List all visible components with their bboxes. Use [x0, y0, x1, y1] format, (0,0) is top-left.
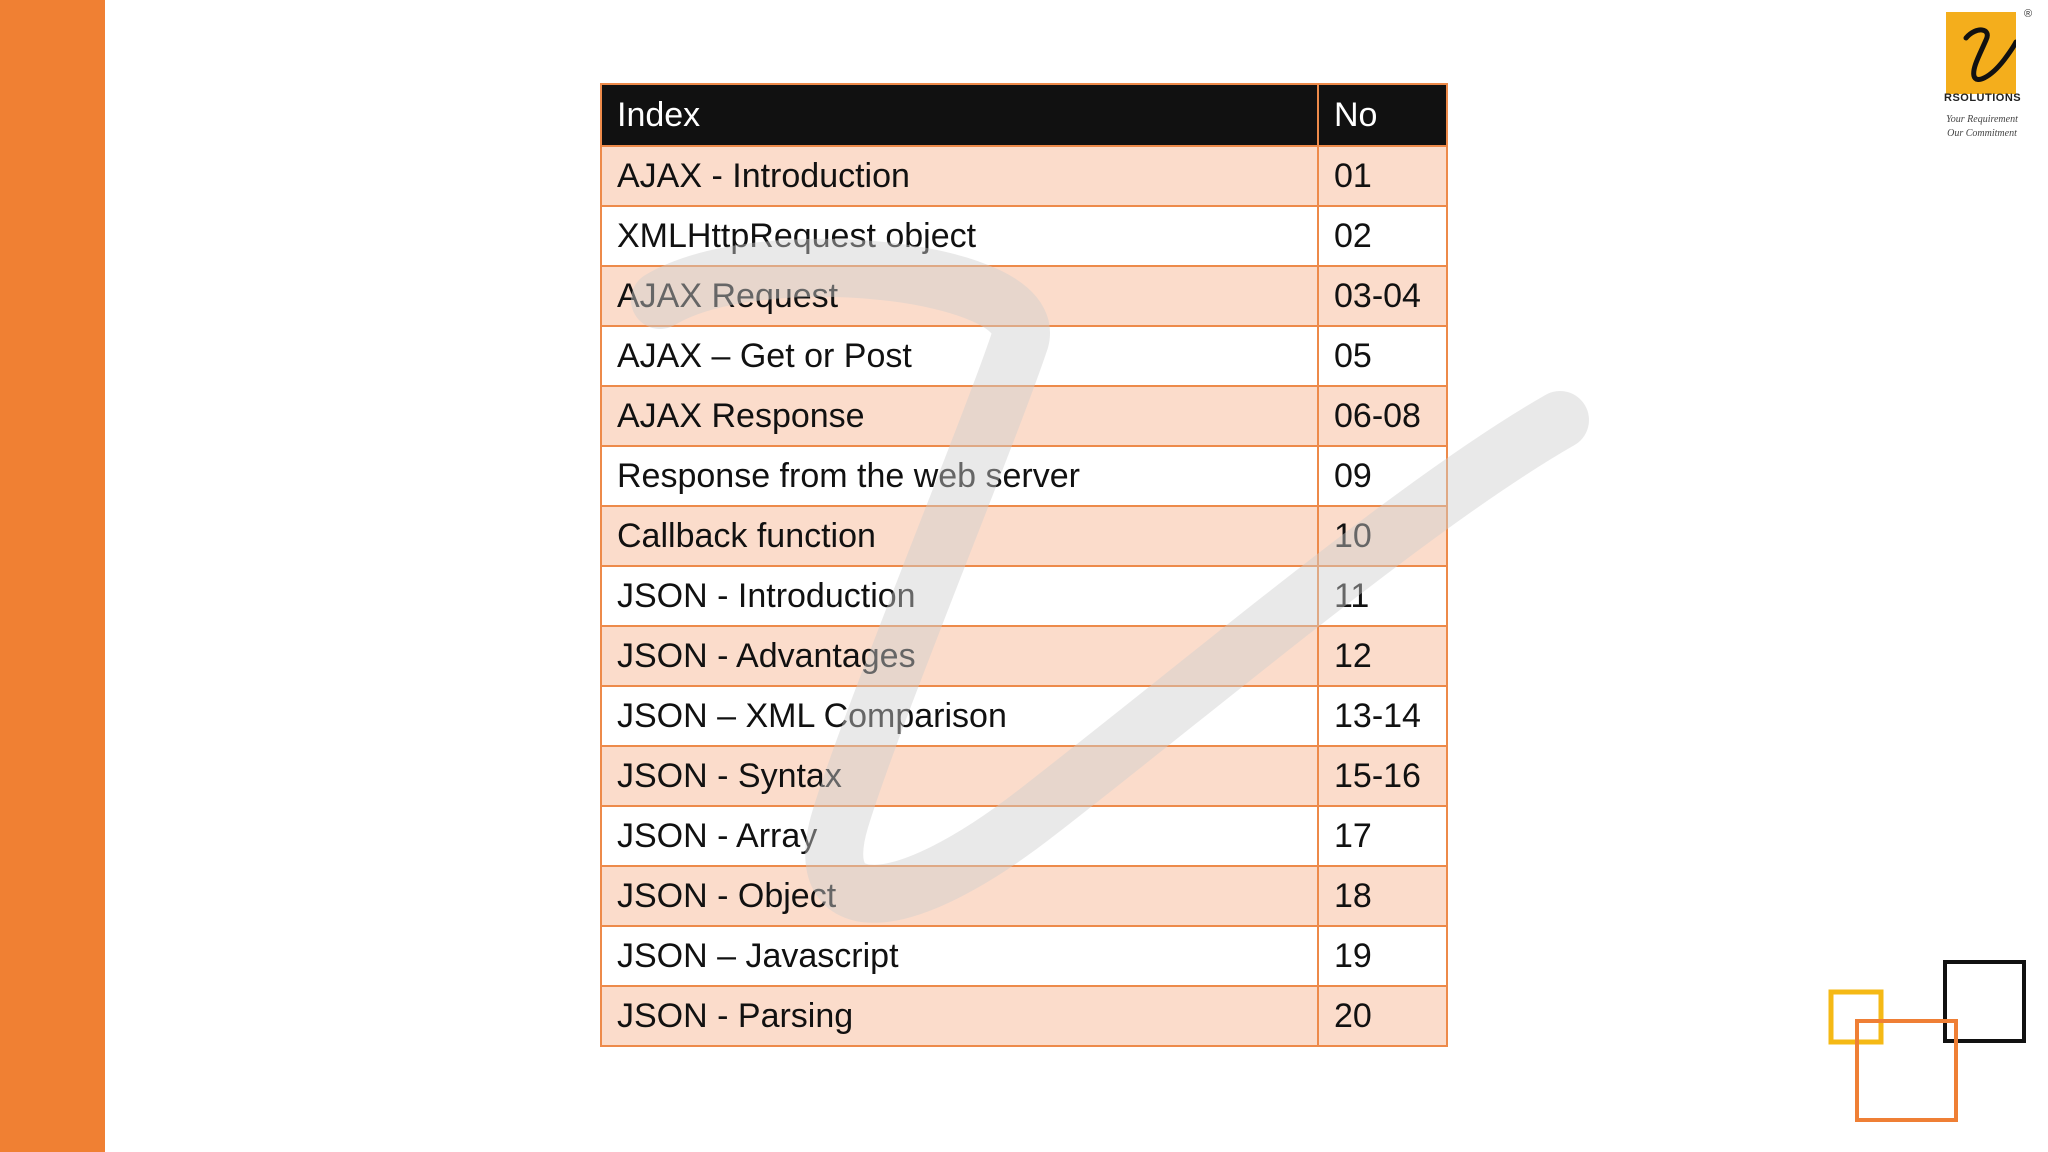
row-topic: JSON - Object [601, 866, 1318, 926]
table-header-row [601, 84, 1447, 146]
logo-tagline-1: Your Requirement [1946, 114, 2018, 125]
table-row [601, 926, 1447, 986]
company-logo [1944, 8, 2040, 148]
header-index: Index [601, 84, 1318, 146]
table-row [601, 326, 1447, 386]
table-row [601, 446, 1447, 506]
row-slide-number: 12 [1318, 626, 1447, 686]
row-slide-number: 03-04 [1318, 266, 1447, 326]
row-topic: JSON - Syntax [601, 746, 1318, 806]
row-topic: Callback function [601, 506, 1318, 566]
row-topic: JSON – XML Comparison [601, 686, 1318, 746]
row-slide-number: 18 [1318, 866, 1447, 926]
row-topic: AJAX Response [601, 386, 1318, 446]
row-slide-number: 06-08 [1318, 386, 1447, 446]
table-row [601, 626, 1447, 686]
table-row [601, 986, 1447, 1046]
table-row [601, 746, 1447, 806]
table-row [601, 686, 1447, 746]
table-row [601, 806, 1447, 866]
logo-name: RSOLUTIONS [1944, 92, 2022, 104]
orange-side-bar [0, 0, 105, 1152]
row-slide-number: 11 [1318, 566, 1447, 626]
logo-registered-mark: ® [2024, 8, 2033, 20]
logo-tagline-2: Our Commitment [1947, 128, 2017, 139]
row-slide-number: 20 [1318, 986, 1447, 1046]
table-row [601, 866, 1447, 926]
table-row [601, 146, 1447, 206]
row-topic: JSON - Introduction [601, 566, 1318, 626]
table-row [601, 506, 1447, 566]
row-topic: JSON – Javascript [601, 926, 1318, 986]
row-topic: JSON - Advantages [601, 626, 1318, 686]
row-topic: AJAX - Introduction [601, 146, 1318, 206]
row-topic: Response from the web server [601, 446, 1318, 506]
row-slide-number: 17 [1318, 806, 1447, 866]
decorative-squares-icon [1820, 955, 2040, 1130]
row-topic: AJAX Request [601, 266, 1318, 326]
logo-mark-icon [1946, 12, 2016, 94]
table-row [601, 266, 1447, 326]
table-row [601, 386, 1447, 446]
row-topic: AJAX – Get or Post [601, 326, 1318, 386]
row-slide-number: 19 [1318, 926, 1447, 986]
index-table [600, 83, 1448, 1047]
table-body [601, 146, 1447, 1046]
row-topic: JSON - Array [601, 806, 1318, 866]
row-slide-number: 02 [1318, 206, 1447, 266]
table-row [601, 566, 1447, 626]
table-row [601, 206, 1447, 266]
row-topic: JSON - Parsing [601, 986, 1318, 1046]
row-slide-number: 01 [1318, 146, 1447, 206]
row-slide-number: 09 [1318, 446, 1447, 506]
row-topic: XMLHttpRequest object [601, 206, 1318, 266]
row-slide-number: 15-16 [1318, 746, 1447, 806]
row-slide-number: 10 [1318, 506, 1447, 566]
row-slide-number: 13-14 [1318, 686, 1447, 746]
row-slide-number: 05 [1318, 326, 1447, 386]
header-no: No [1318, 84, 1447, 146]
